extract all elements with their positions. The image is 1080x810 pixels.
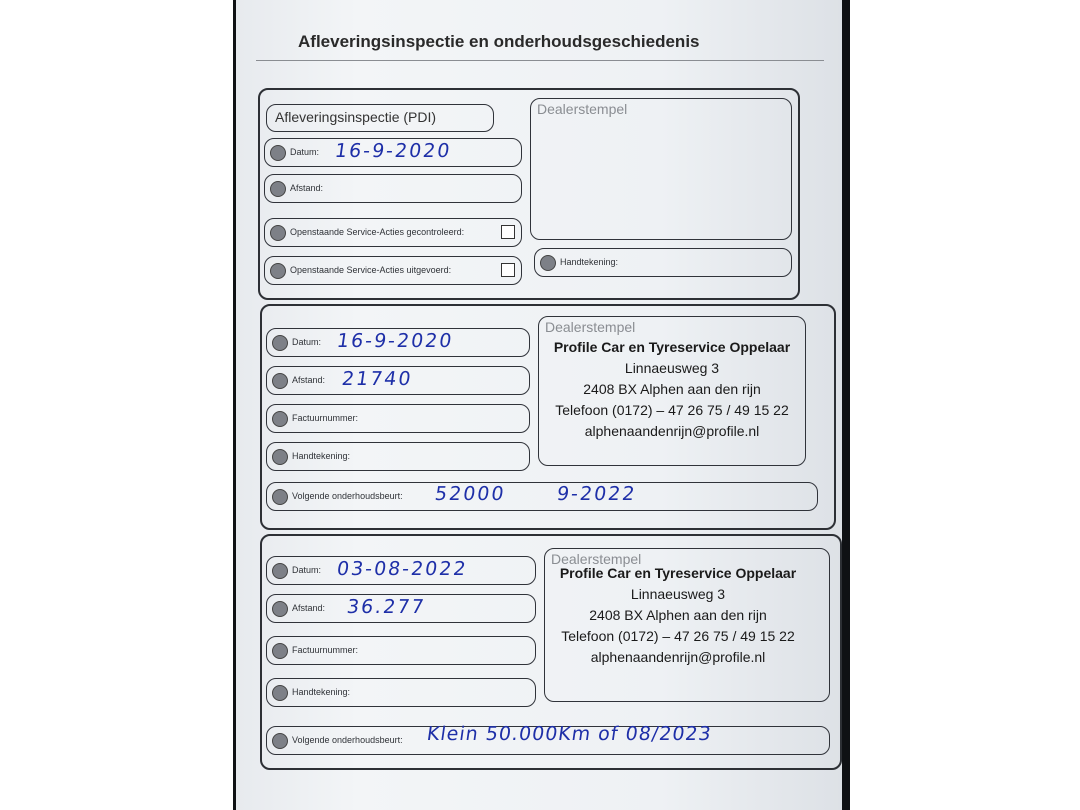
s2-volgende-field[interactable]: [266, 723, 830, 755]
radio-dot-icon: [272, 489, 288, 505]
radio-dot-icon: [272, 563, 288, 579]
stamp-city: 2408 BX Alphen aan den rijn: [583, 381, 761, 397]
service-record-1: [260, 304, 836, 530]
handtekening-label: Handtekening:: [560, 257, 619, 267]
pdi-service-checked-field[interactable]: [264, 218, 522, 247]
service-record-2: [260, 534, 842, 770]
s2-datum-value: 03-08-2022: [335, 558, 469, 580]
radio-dot-icon: [272, 685, 288, 701]
s1-volgende-field[interactable]: [266, 482, 818, 511]
pdi-heading-text: Afleveringsinspectie (PDI): [275, 109, 437, 125]
s1-datum-value: 16-9-2020: [335, 330, 455, 352]
afstand-label: Afstand:: [292, 375, 326, 385]
factuur-label: Factuurnummer:: [292, 413, 359, 423]
stamp-email: alphenaandenrijn@profile.nl: [584, 423, 760, 439]
service-checked-label: Openstaande Service-Acties gecontroleerd:: [290, 227, 465, 237]
volgende-label: Volgende onderhoudsbeurt:: [292, 735, 403, 745]
datum-label: Datum:: [290, 147, 320, 157]
stamp-label: Dealerstempel: [537, 101, 628, 117]
s1-afstand-value: 21740: [340, 368, 414, 390]
stamp-email: alphenaandenrijn@profile.nl: [590, 649, 766, 665]
datum-label: Datum:: [292, 337, 322, 347]
afstand-label: Afstand:: [292, 603, 326, 613]
s2-stamp-box: [544, 548, 830, 702]
s1-volgende-km: 52000: [433, 483, 507, 505]
stamp-street: Linnaeusweg 3: [624, 360, 720, 376]
pdi-stamp-box: [530, 98, 792, 240]
s1-handtekening-field[interactable]: [266, 442, 530, 471]
radio-dot-icon: [272, 733, 288, 749]
s2-afstand-field[interactable]: [266, 594, 536, 623]
stamp-phone: Telefoon (0172) – 47 26 75 / 49 15 22: [555, 402, 789, 418]
handtekening-label: Handtekening:: [292, 687, 351, 697]
page-title: Afleveringsinspectie en onderhoudsgeschiedenis: [298, 32, 700, 51]
radio-dot-icon: [270, 263, 286, 279]
radio-dot-icon: [272, 449, 288, 465]
radio-dot-icon: [272, 373, 288, 389]
stamp-label: Dealerstempel: [545, 319, 636, 335]
pdi-afstand-field[interactable]: [264, 174, 522, 203]
datum-label: Datum:: [292, 565, 322, 575]
radio-dot-icon: [540, 255, 556, 271]
s1-stamp-box: [538, 316, 806, 466]
pdi-heading: [266, 104, 494, 132]
checkbox-icon[interactable]: [501, 263, 515, 277]
handtekening-label: Handtekening:: [292, 451, 351, 461]
s2-factuur-field[interactable]: [266, 636, 536, 665]
stamp-phone: Telefoon (0172) – 47 26 75 / 49 15 22: [561, 628, 795, 644]
s1-datum-field[interactable]: [266, 328, 530, 357]
pdi-datum-value: 16-9-2020: [333, 140, 453, 162]
s2-afstand-value: 36.277: [345, 596, 428, 618]
pdi-service-done-field[interactable]: [264, 256, 522, 285]
s2-datum-field[interactable]: [266, 556, 536, 585]
stamp-street: Linnaeusweg 3: [630, 586, 726, 602]
s2-volgende-value: Klein 50.000Km of 08/2023: [425, 723, 714, 745]
stamp-label: Dealerstempel: [551, 551, 642, 567]
radio-dot-icon: [270, 225, 286, 241]
dealer-stamp: [527, 563, 829, 668]
stamp-city: 2408 BX Alphen aan den rijn: [589, 607, 767, 623]
s1-volgende-date: 9-2022: [555, 483, 638, 505]
stamp-company: Profile Car en Tyreservice Oppelaar: [553, 339, 791, 355]
pdi-handtekening-field[interactable]: [534, 248, 792, 277]
pdi-section: [258, 88, 800, 300]
service-done-label: Openstaande Service-Acties uitgevoerd:: [290, 265, 452, 275]
dealer-stamp: [539, 337, 805, 442]
radio-dot-icon: [272, 601, 288, 617]
radio-dot-icon: [272, 335, 288, 351]
volgende-label: Volgende onderhoudsbeurt:: [292, 491, 403, 501]
checkbox-icon[interactable]: [501, 225, 515, 239]
s2-handtekening-field[interactable]: [266, 678, 536, 707]
radio-dot-icon: [272, 411, 288, 427]
stamp-company: Profile Car en Tyreservice Oppelaar: [559, 565, 797, 581]
document-page: [236, 0, 842, 810]
afstand-label: Afstand:: [290, 183, 324, 193]
s1-factuur-field[interactable]: [266, 404, 530, 433]
s1-afstand-field[interactable]: [266, 366, 530, 395]
radio-dot-icon: [270, 181, 286, 197]
title-divider: [256, 60, 824, 61]
radio-dot-icon: [270, 145, 286, 161]
radio-dot-icon: [272, 643, 288, 659]
factuur-label: Factuurnummer:: [292, 645, 359, 655]
pdi-datum-field[interactable]: [264, 138, 522, 167]
